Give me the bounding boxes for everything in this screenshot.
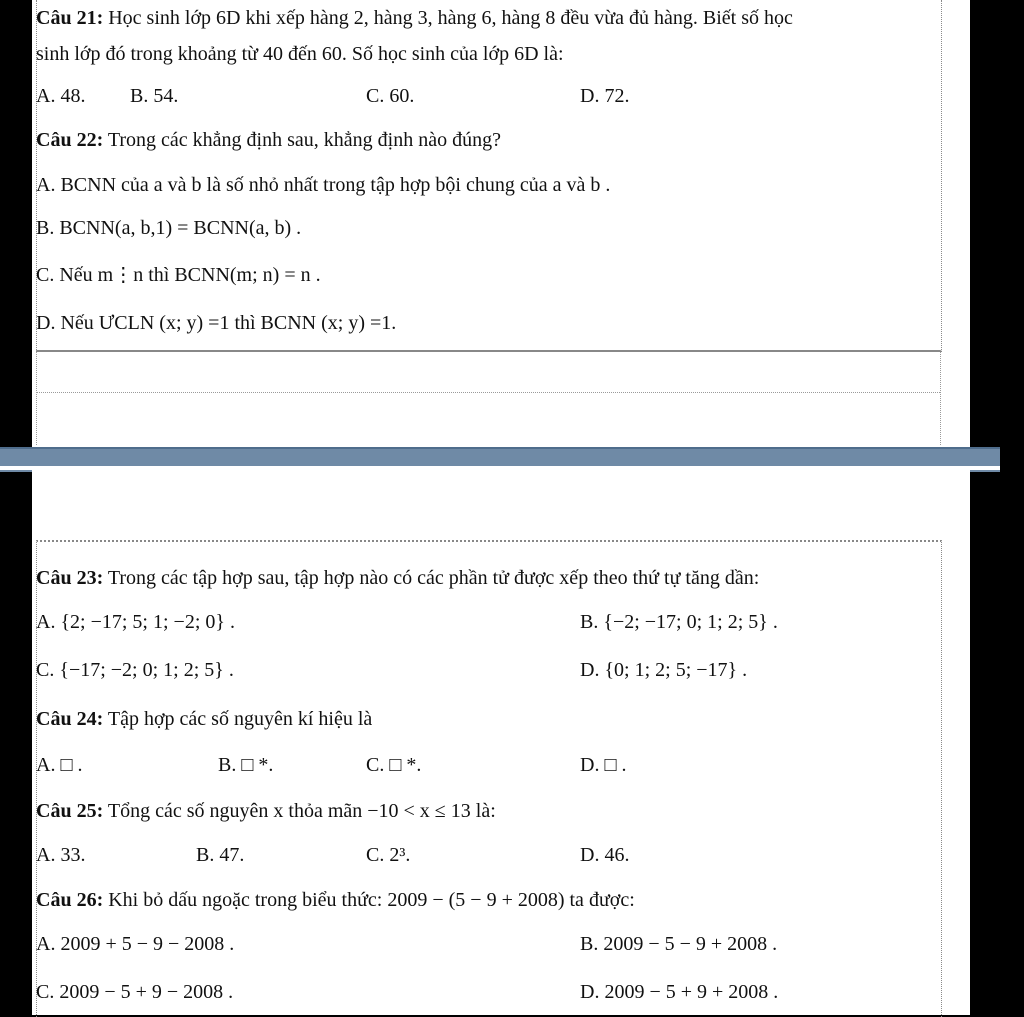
q22-option-d: D. Nếu ƯCLN (x; y) =1 thì BCNN (x; y) =1. [36,312,397,334]
frame-divider [36,392,940,393]
q23-text: Trong các tập hợp sau, tập hợp nào có các phần tử được xếp theo thứ tự tăng dần: [107,567,760,589]
q25-text: Tổng các số nguyên x thỏa mãn −10 < x ≤ 13 là: [107,800,496,822]
q26-option-c: C. 2009 − 5 + 9 − 2008 . [36,981,234,1003]
q23-option-d: D. {0; 1; 2; 5; −17} . [580,659,748,681]
q25-option-b: B. 47. [196,844,245,866]
q24-text: Tập hợp các số nguyên kí hiệu là [107,708,373,730]
q22-option-a: A. BCNN của a và b là số nhỏ nhất trong tập hợp bội chung của a và b . [36,174,611,196]
q25-option-d: D. 46. [580,844,630,866]
q21-option-d: D. 72. [580,85,630,107]
q25-option-c: C. 2³. [366,844,411,866]
q23-line [36,566,759,590]
q25-line [36,799,496,823]
q21-option-a: A. 48. [36,85,86,107]
frame-edge-right [940,350,941,445]
q25-number: Câu 25: [36,800,104,822]
q25-option-a: A. 33. [36,844,86,866]
q21-line-1 [36,6,793,30]
q21-number: Câu 21: [36,7,104,29]
q24-option-a: A. □ . [36,754,83,776]
q23-option-b: B. {−2; −17; 0; 1; 2; 5} . [580,611,778,633]
q22-line [36,128,501,152]
q26-number: Câu 26: [36,889,104,911]
q24-option-d: D. □ . [580,754,627,776]
q24-option-c: C. □ *. [366,754,422,776]
q21-option-b: B. 54. [130,85,179,107]
q21-text-1: Học sinh lớp 6D khi xếp hàng 2, hàng 3, hàng 6, hàng 8 đều vừa đủ hàng. Biết số học [108,7,793,29]
q26-option-b: B. 2009 − 5 − 9 + 2008 . [580,933,778,955]
q22-option-b: B. BCNN(a, b,1) = BCNN(a, b) . [36,217,302,239]
q23-option-c: C. {−17; −2; 0; 1; 2; 5} . [36,659,234,681]
frame-edge-left [36,350,37,445]
q26-option-a: A. 2009 + 5 − 9 − 2008 . [36,933,235,955]
q24-option-b: B. □ *. [218,754,274,776]
q26-line [36,888,635,912]
q24-line [36,707,372,731]
q26-text: Khi bỏ dấu ngoặc trong biểu thức: 2009 − (5 − 9 + 2008) ta được: [108,889,635,911]
q23-option-a: A. {2; −17; 5; 1; −2; 0} . [36,611,235,633]
q22-text: Trong các khẳng định sau, khẳng định nào đúng? [107,129,501,151]
q21-option-c: C. 60. [366,85,415,107]
q22-option-c: C. Nếu m⋮n thì BCNN(m; n) = n . [36,264,321,286]
q21-text-2: sinh lớp đó trong khoảng từ 40 đến 60. Số học sinh của lớp 6D là: [36,43,564,65]
q23-number: Câu 23: [36,567,104,589]
q26-option-d: D. 2009 − 5 + 9 + 2008 . [580,981,779,1003]
q24-number: Câu 24: [36,708,104,730]
q22-number: Câu 22: [36,129,104,151]
